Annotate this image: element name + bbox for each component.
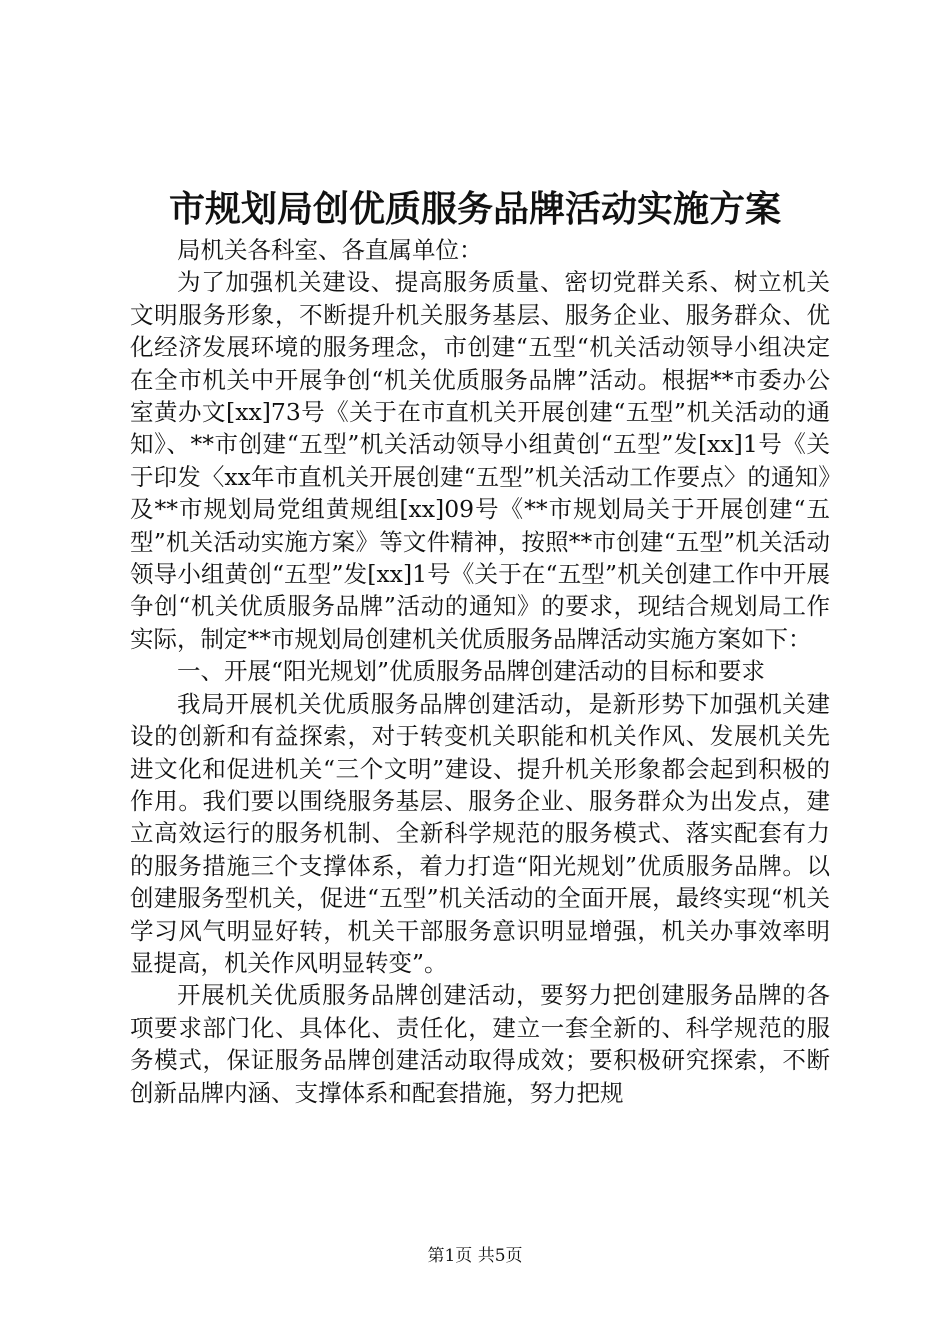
paragraph-requirements: 开展机关优质服务品牌创建活动，要努力把创建服务品牌的各项要求部门化、具体化、责任化，建立一套全新的、科学规范的服务模式，保证服务品牌创建活动取得成效；要积极研究探索，不断创新品牌内涵、支撑体系和配套措施，努力把规 [130,981,830,1107]
document-title: 市规划局创优质服务品牌活动实施方案 [168,188,781,230]
paragraph-goals: 我局开展机关优质服务品牌创建活动，是新形势下加强机关建设的创新和有益探索，对于转变机关职能和机关作风、发展机关先进文化和促进机关“三个文明”建设、提升机关形象都会起到积极的作用。我们要以围绕服务基层、服务企业、服务群众为出发点，建立高效运行的服务机制、全新科学规范的服务模式、落实配套有力的服务措施三个支撑体系，着力打造“阳光规划”优质服务品牌。以创建服务型机关，促进“五型”机关活动的全面开展，最终实现“机关学习风气明显好转，机关干部服务意识明显增强，机关办事效率明显提高，机关作风明显转变”。 [130,689,830,977]
section-heading-1: 一、开展“阳光规划”优质服务品牌创建活动的目标和要求 [177,657,766,686]
document-body [130,234,830,1109]
paragraph-intro: 为了加强机关建设、提高服务质量、密切党群关系、树立机关文明服务形象，不断提升机关服务基层、服务企业、服务群众、优化经济发展环境的服务理念，市创建“五型“机关活动领导小组决定在全市机关中开展争创“机关优质服务品牌”活动。根据**市委办公室黄办文[xx]73号《关于在市直机关开展创建“五型”机关活动的通知》、**市创建“五型”机关活动领导小组黄创“五型”发[xx]1号《关于印发〈xx年市直机关开展创建“五型”机关活动工作要点〉的通知》及**市规划局党组黄规组[xx]09号《**市规划局关于开展创建“五型”机关活动实施方案》等文件精神，按照**市创建“五型”机关活动领导小组黄创“五型”发[xx]1号《关于在“五型”机关创建工作中开展争创“机关优质服务品牌”活动的通知》的要求，现结合规划局工作实际，制定**市规划局创建机关优质服务品牌活动实施方案如下： [130,268,830,653]
salutation: 局机关各科室、各直属单位： [177,236,483,264]
page-footer: 第1页 共5页 [427,1246,523,1266]
